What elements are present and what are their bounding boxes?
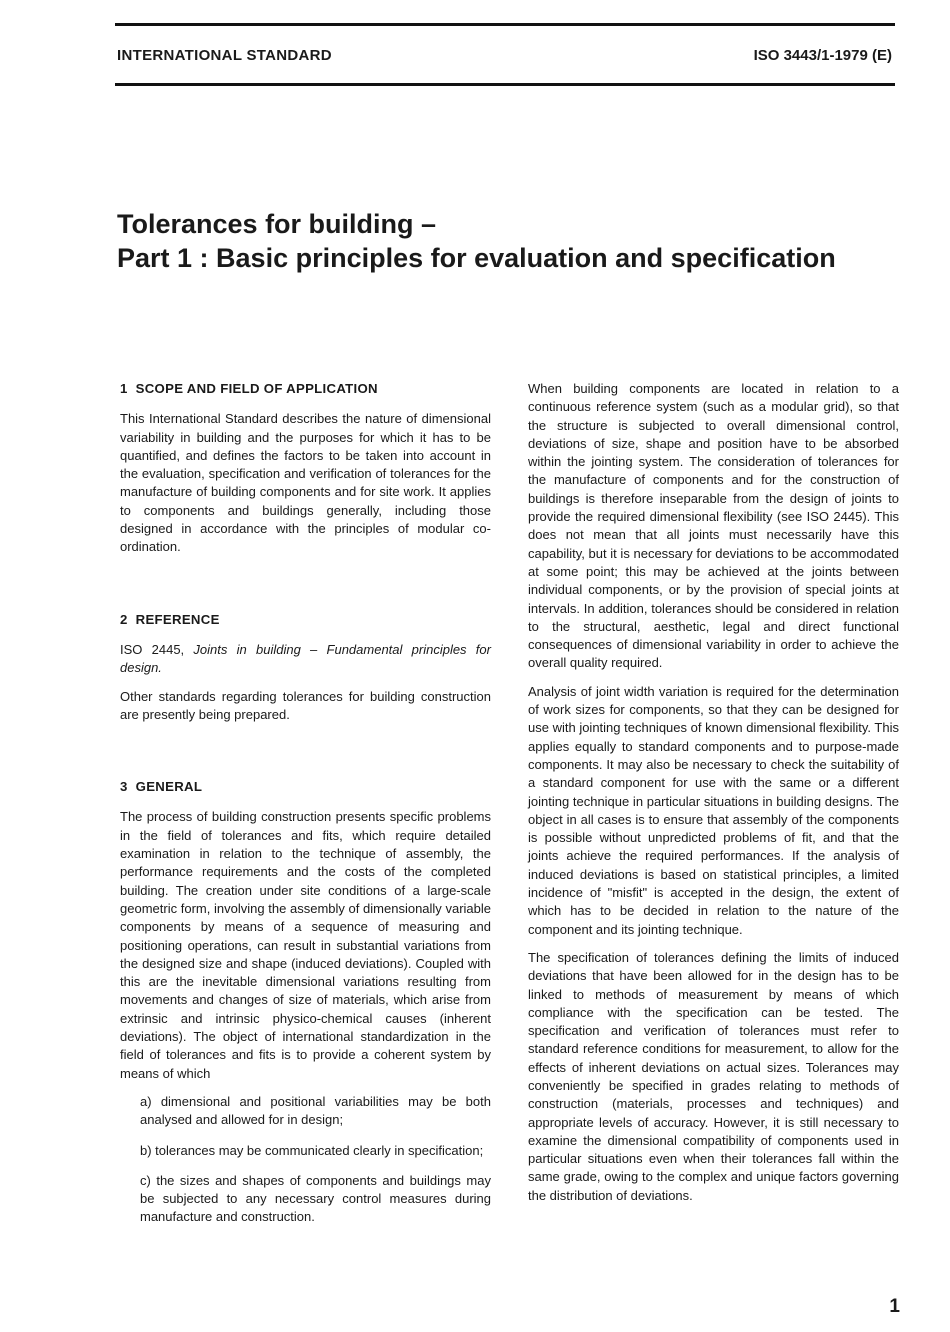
paragraph-specification: The specification of tolerances defining the limits of induced deviations that have been allowed for in the design has to be linked to methods of measurement by means of which compliance with the specification can be tested. The specification and verification of tolerances must refer to standard reference conditions for measurement, to allow for the effects of inherent deviations on actual sizes. Tolerances may conveniently be specified in grades relating to methods of construction (materials, processes and techniques) and appropriate levels of accuracy. However, it is still necessary to examine the dimensional compatibility of components used in particular situations even when their tolerances fall within the same grade, owing to the complex and unique factors governing the distribution of deviations.	[528, 949, 899, 1203]
header-bottom-rule	[115, 83, 895, 86]
list-item: b) tolerances may be communicated clearly in specification;	[140, 1142, 484, 1158]
standard-number: ISO 3443/1-1979 (E)	[753, 47, 892, 64]
reference-note: Other standards regarding tolerances for building construction are presently being prepared.	[120, 688, 491, 722]
section-heading-general	[120, 778, 491, 796]
section-title: REFERENCE	[135, 611, 220, 627]
paragraph-analysis: Analysis of joint width variation is required for the determination of work sizes for components, so that they can be designed for use with jointing techniques of known dimensional flexibility. This applies equally to standard components and to purpose-made components. It may also be necessary to check the suitability of a standard component for use with the same or a different jointing technique in particular situations in building designs. The object in all cases is to ensure that assembly of the components is possible without unpredicted problems of fit, and that the joints achieve the required performances. If the analysis of induced deviations is based on statistical principles, a limited incidence of "misfit" is accepted in the design, the extent of which has to be decided in relation to the nature of the component and its jointing technique.	[528, 683, 899, 937]
header-top-rule	[115, 23, 895, 26]
scope-paragraph: This International Standard describes the nature of dimensional variability in building and the purposes for which it has to be quantified, and defines the factors to be taken into account in the evaluation, specification and verification of tolerances for the manufacture of building components and for site work. It applies to components and buildings generally, including those designed in accordance with the principles of modular co-ordination.	[120, 411, 491, 555]
section-title: GENERAL	[135, 779, 203, 795]
paragraph-jointing: When building components are located in relation to a continuous reference system (such as a modular grid), so that the structure is subjected to overall dimensional control, deviations of size, shape and position have to be absorbed within the jointing system. The consideration of tolerances for the manufacture of components and for the construction of buildings is therefore inseparable from the design of joints to provide the required dimensional flexibility (see ISO 2445). This does not mean that all joints must necessarily have this capability, but it is necessary for deviations to be accommodated at some point; this may be achieved at the joints between individual components, or by the provision of special joints at intervals. In addition, tolerances should be considered in relation to the structural, aesthetic, legal and direct functional consequences of dimensional variability in order to achieve the overall quality required.	[528, 381, 899, 671]
reference-citation	[120, 641, 491, 678]
title-line-1: Tolerances for building –	[117, 209, 437, 239]
section-heading-reference	[120, 611, 491, 629]
section-title: SCOPE AND FIELD OF APPLICATION	[135, 381, 378, 396]
right-column	[528, 380, 899, 1215]
title-line-2: Part 1 : Basic principles for evaluation and specification	[117, 243, 836, 273]
general-paragraph: The process of building construction presents specific problems in the field of tolerances and fits, which require detailed examination in relation to the technique of assembly, the performance requirements and the costs of the completed building. The creation under site conditions of a large-scale geometric form, involving the assembly of dimensionally variable components by means of a sequence of measuring and positioning operations, can result in substantial variations from the designed size and shape (induced deviations). Coupled with this are the inevitable dimensional variations resulting from movements and changes of size of materials, which arise from extrinsic and intrinsic physico-chemical causes (inherent deviations). The object of international standardization in the field of tolerances and fits is to provide a coherent system by means of which	[120, 809, 491, 1081]
section-number: 1	[120, 381, 128, 396]
reference-title: Joints in building – Fundamental principles for design.	[120, 641, 491, 676]
left-column	[120, 380, 491, 1239]
section-heading-scope	[120, 380, 491, 398]
section-number: 3	[120, 779, 128, 795]
page-number: 1	[889, 1296, 900, 1317]
document-title	[117, 207, 897, 275]
reference-code: ISO 2445,	[120, 641, 185, 657]
section-number: 2	[120, 611, 128, 627]
list-item: c) the sizes and shapes of components and buildings may be subjected to any necessary control measures during manufacture and construction.	[140, 1172, 491, 1225]
list-item: a) dimensional and positional variabilities may be both analysed and allowed for in design;	[140, 1093, 491, 1128]
document-type: INTERNATIONAL STANDARD	[117, 47, 332, 64]
